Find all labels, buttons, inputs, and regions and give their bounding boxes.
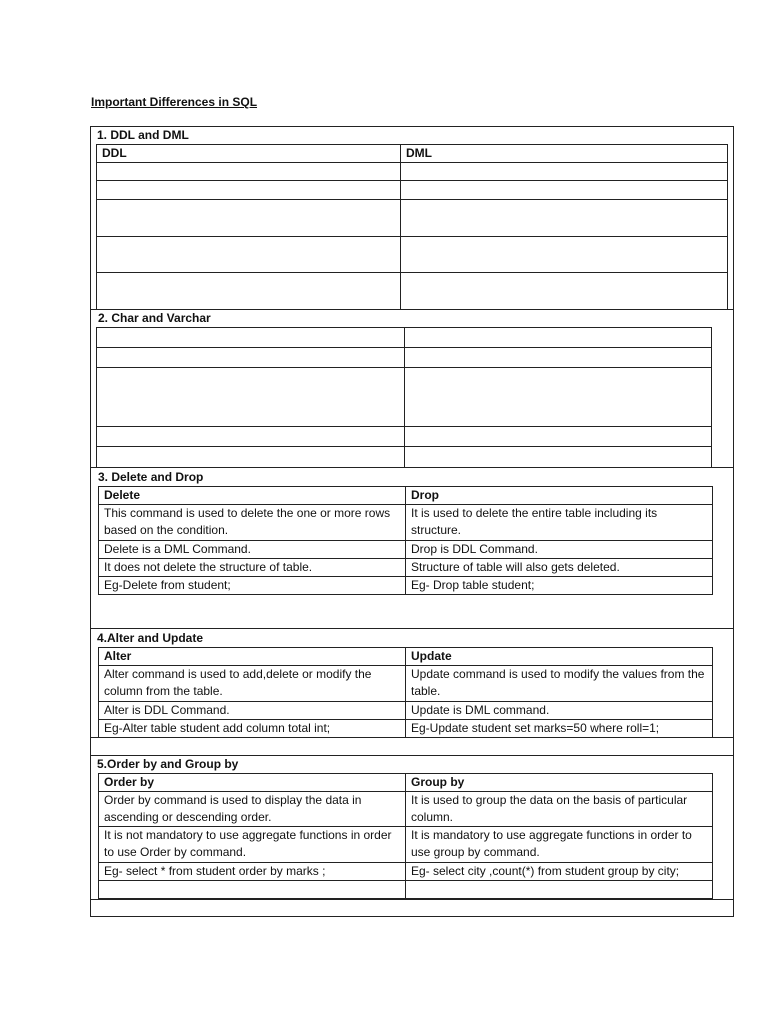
section-divider bbox=[90, 755, 734, 756]
section-title-char-varchar: 2. Char and Varchar bbox=[98, 311, 211, 325]
column-header: Order by bbox=[99, 774, 406, 792]
table-row bbox=[99, 505, 713, 541]
table-cell bbox=[401, 237, 728, 273]
table-cell: Alter is DDL Command. bbox=[99, 702, 406, 720]
table-cell: Delete is a DML Command. bbox=[99, 541, 406, 559]
table-cell bbox=[405, 368, 712, 427]
table-cell bbox=[97, 368, 405, 427]
table-cell: Eg- select city ,count(*) from student group by city; bbox=[406, 863, 713, 881]
table-cell: This command is used to delete the one or more rows based on the condition. bbox=[99, 505, 406, 541]
table-delete-drop bbox=[98, 486, 713, 595]
table-cell bbox=[401, 163, 728, 181]
section-title-ddl-dml: 1. DDL and DML bbox=[97, 128, 189, 142]
table-cell: It is not mandatory to use aggregate functions in order to use Order by command. bbox=[99, 827, 406, 863]
table-cell bbox=[405, 447, 712, 468]
document-title: Important Differences in SQL bbox=[91, 95, 258, 109]
table-cell: Drop is DDL Command. bbox=[406, 541, 713, 559]
column-header: Drop bbox=[406, 487, 713, 505]
table-row bbox=[97, 237, 728, 273]
table-cell bbox=[401, 181, 728, 200]
table-alter-update bbox=[98, 647, 713, 738]
table-row bbox=[97, 181, 728, 200]
table-row bbox=[99, 541, 713, 559]
table-cell bbox=[97, 348, 405, 368]
column-header: DDL bbox=[97, 145, 401, 163]
section-divider bbox=[90, 899, 734, 900]
table-cell: Eg-Update student set marks=50 where roll=1; bbox=[406, 720, 713, 738]
table-row bbox=[99, 666, 713, 702]
section-title-orderby-groupby: 5.Order by and Group by bbox=[97, 757, 239, 771]
column-header: Group by bbox=[406, 774, 713, 792]
table-row bbox=[97, 200, 728, 237]
table-cell: Update command is used to modify the values from the table. bbox=[406, 666, 713, 702]
column-header: Delete bbox=[99, 487, 406, 505]
table-row bbox=[97, 427, 712, 447]
table-cell: Structure of table will also gets deleted. bbox=[406, 559, 713, 577]
table-row bbox=[97, 348, 712, 368]
table-cell bbox=[99, 881, 406, 899]
table-cell: It is used to delete the entire table including its structure. bbox=[406, 505, 713, 541]
table-cell: Eg- select * from student order by marks ; bbox=[99, 863, 406, 881]
table-row bbox=[99, 559, 713, 577]
table-cell bbox=[97, 273, 401, 310]
table-cell bbox=[97, 328, 405, 348]
table-cell: It is mandatory to use aggregate functions in order to use group by command. bbox=[406, 827, 713, 863]
table-cell bbox=[405, 348, 712, 368]
table-row bbox=[99, 881, 713, 899]
column-header: Alter bbox=[99, 648, 406, 666]
table-row bbox=[99, 720, 713, 738]
table-row bbox=[99, 577, 713, 595]
column-header: DML bbox=[401, 145, 728, 163]
table-row bbox=[99, 827, 713, 863]
table-row bbox=[97, 368, 712, 427]
table-cell: It is used to group the data on the basis of particular column. bbox=[406, 792, 713, 827]
table-row bbox=[99, 792, 713, 827]
table-cell bbox=[97, 427, 405, 447]
table-cell: Eg- Drop table student; bbox=[406, 577, 713, 595]
table-cell bbox=[401, 200, 728, 237]
table-row bbox=[97, 163, 728, 181]
table-cell bbox=[401, 273, 728, 310]
table-cell bbox=[97, 200, 401, 237]
table-cell bbox=[97, 181, 401, 200]
section-title-alter-update: 4.Alter and Update bbox=[97, 631, 204, 645]
table-row bbox=[99, 863, 713, 881]
table-orderby-groupby bbox=[98, 773, 713, 899]
table-cell bbox=[406, 881, 713, 899]
table-cell bbox=[97, 163, 401, 181]
table-cell: Eg-Alter table student add column total int; bbox=[99, 720, 406, 738]
table-cell bbox=[97, 237, 401, 273]
table-cell: Order by command is used to display the data in ascending or descending order. bbox=[99, 792, 406, 827]
table-cell bbox=[405, 328, 712, 348]
section-title-delete-drop: 3. Delete and Drop bbox=[98, 470, 204, 484]
table-cell: It does not delete the structure of table. bbox=[99, 559, 406, 577]
table-cell bbox=[97, 447, 405, 468]
table-row bbox=[97, 273, 728, 310]
table-row bbox=[97, 447, 712, 468]
table-cell: Eg-Delete from student; bbox=[99, 577, 406, 595]
table-char-varchar bbox=[96, 327, 712, 468]
table-ddl-dml bbox=[96, 144, 728, 310]
section-divider bbox=[90, 628, 734, 629]
table-cell bbox=[405, 427, 712, 447]
table-cell: Alter command is used to add,delete or modify the column from the table. bbox=[99, 666, 406, 702]
column-header: Update bbox=[406, 648, 713, 666]
table-cell: Update is DML command. bbox=[406, 702, 713, 720]
table-row bbox=[97, 328, 712, 348]
table-row bbox=[99, 702, 713, 720]
